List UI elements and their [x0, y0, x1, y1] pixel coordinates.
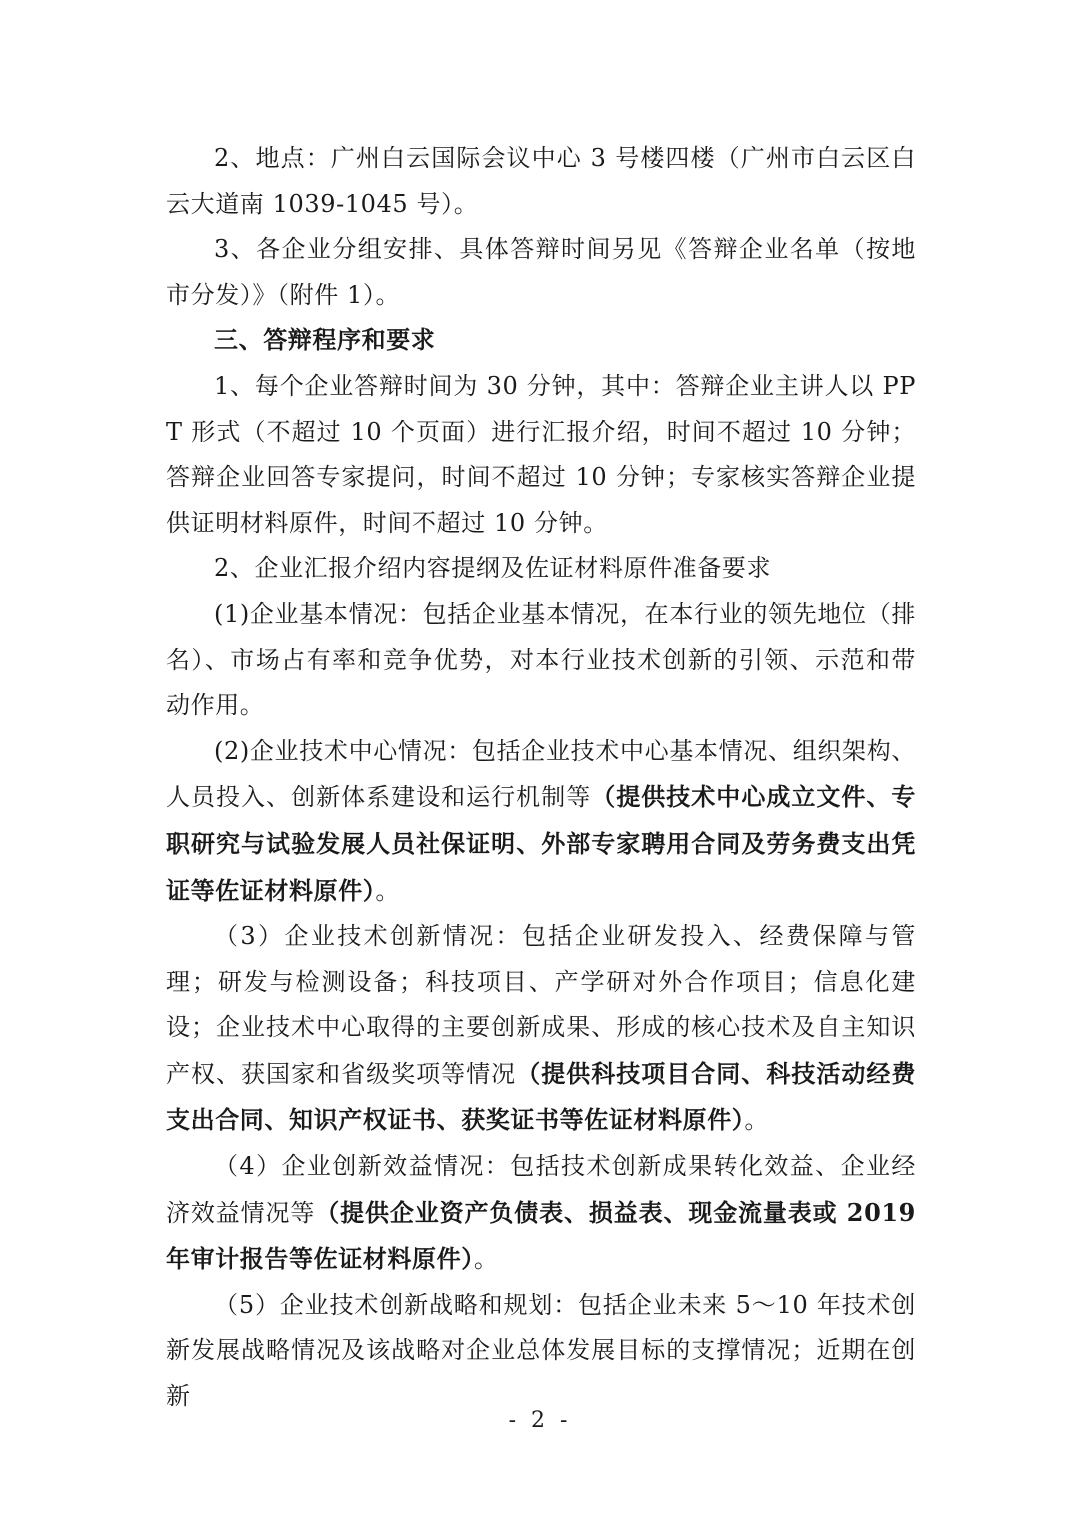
- page-number: - 2 -: [508, 1408, 572, 1433]
- paragraph-tech-center: [166, 729, 916, 914]
- paragraph-innovation-strategy: （5）企业技术创新战略和规划：包括企业未来 5～10 年技术创新发展战略情况及该战略对企业总体发展目标的支撑情况；近期在创新: [166, 1290, 916, 1411]
- tech-center-text: (2)企业技术中心情况：包括企业技术中心基本情况、组织架构、人员投入、创新体系建设和运行机制等: [166, 736, 916, 812]
- innovation-benefit-end: 。: [473, 1245, 499, 1274]
- paragraph-innovation-benefit: [166, 1144, 916, 1283]
- paragraph-tech-innovation: [166, 914, 916, 1144]
- innovation-benefit-text: （4）企业创新效益情况：包括技术创新成果转化效益、企业经济效益情况等: [166, 1152, 916, 1227]
- paragraph-grouping: 3、各企业分组安排、具体答辩时间另见《答辩企业名单（按地市分发）》（附件 1）。: [166, 235, 916, 309]
- tech-innovation-end: 。: [744, 1106, 770, 1135]
- tech-innovation-evidence: （提供科技项目合同、科技活动经费支出合同、知识产权证书、获奖证书等佐证材料原件）: [166, 1058, 916, 1135]
- innovation-benefit-evidence: （提供企业资产负债表、损益表、现金流量表或 2019 年审计报告等佐证材料原件）: [166, 1197, 916, 1274]
- paragraph-basic-info: (1)企业基本情况：包括企业基本情况，在本行业的领先地位（排名）、市场占有率和竞争优势，对本行业技术创新的引领、示范和带动作用。: [166, 599, 916, 720]
- document-body: [166, 136, 916, 1420]
- tech-innovation-text: （3）企业技术创新情况：包括企业研发投入、经费保障与管理；研发与检测设备；科技项目、产学研对外合作项目；信息化建设；企业技术中心取得的主要创新成果、形成的核心技术及自主知识产权、获国家和省级奖项等情况: [166, 922, 916, 1088]
- tech-center-evidence: （提供技术中心成立文件、专职研究与试验发展人员社保证明、外部专家聘用合同及劳务费支出凭证等佐证材料原件）: [166, 782, 916, 905]
- paragraph-time-allocation: 1、每个企业答辩时间为 30 分钟，其中：答辩企业主讲人以 PPT 形式（不超过 10 个页面）进行汇报介绍，时间不超过 10 分钟；答辩企业回答专家提问，时间不超过 10 分钟；专家核实答辩企业提供证明材料原件，时间不超过 10 分钟。: [166, 371, 916, 537]
- section-heading-procedure: 三、答辩程序和要求: [214, 326, 436, 355]
- tech-center-end: 。: [375, 876, 401, 905]
- paragraph-report-outline: 2、企业汇报介绍内容提纲及佐证材料原件准备要求: [214, 554, 772, 583]
- paragraph-location: 2、地点：广州白云国际会议中心 3 号楼四楼（广州市白云区白云大道南 1039-1045 号）。: [166, 144, 916, 218]
